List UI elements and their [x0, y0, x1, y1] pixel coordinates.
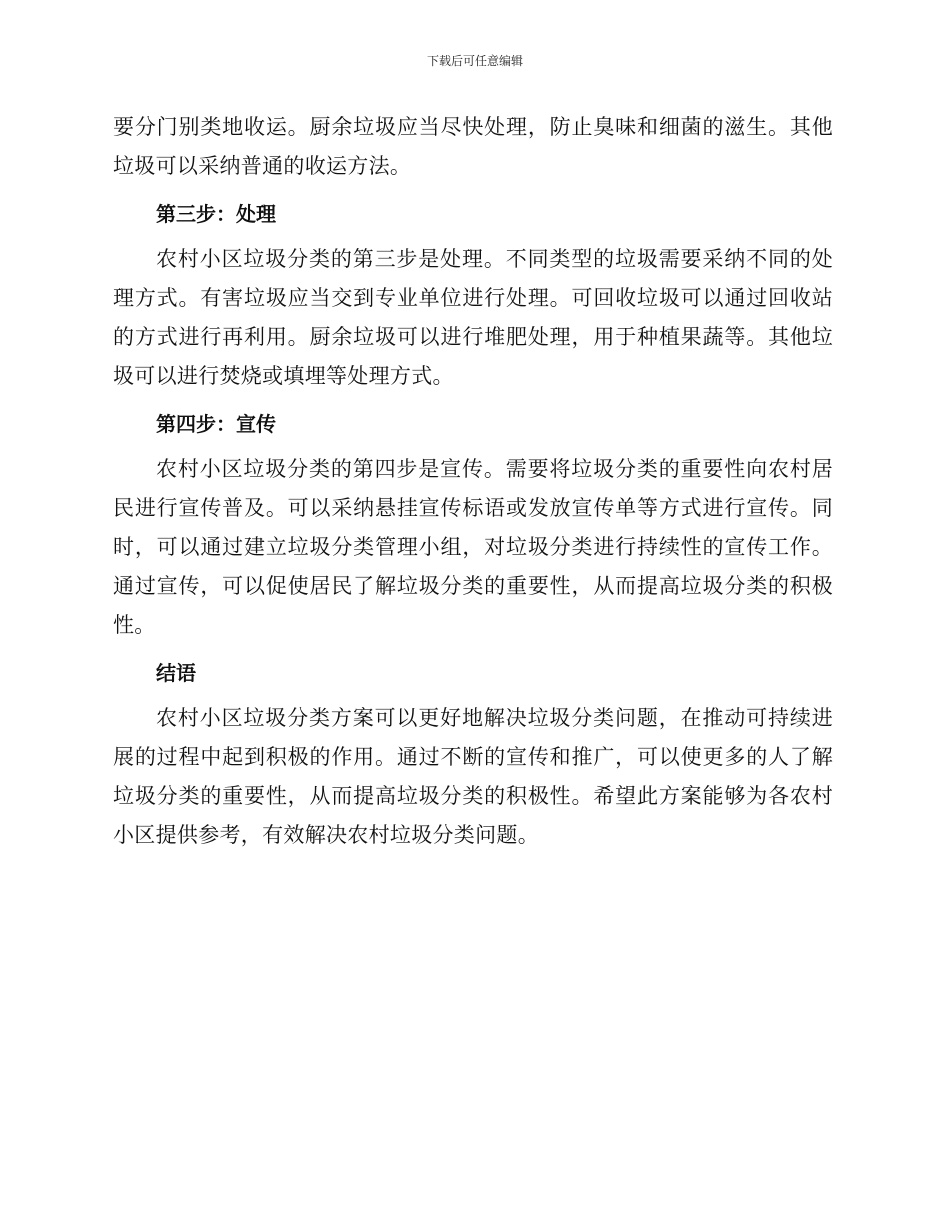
paragraph-step4: 农村小区垃圾分类的第四步是宣传。需要将垃圾分类的重要性向农村居民进行宣传普及。可以采纳悬挂宣传标语或发放宣传单等方式进行宣传。同时，可以通过建立垃圾分类管理小组，对垃圾分类进行持续性的宣传工作。通过宣传，可以促使居民了解垃圾分类的重要性，从而提高垃圾分类的积极性。: [113, 457, 833, 637]
paragraph-conclusion: 农村小区垃圾分类方案可以更好地解决垃圾分类问题，在推动可持续进展的过程中起到积极的作用。通过不断的宣传和推广，可以使更多的人了解垃圾分类的重要性，从而提高垃圾分类的积极性。希望此方案能够为各农村小区提供参考，有效解决农村垃圾分类问题。: [113, 706, 833, 847]
page-header: 下载后可任意编辑: [426, 54, 523, 68]
section-heading-step3: 第三步：处理: [156, 202, 276, 226]
section-heading-conclusion: 结语: [156, 661, 196, 685]
paragraph-step3: 农村小区垃圾分类的第三步是处理。不同类型的垃圾需要采纳不同的处理方式。有害垃圾应当交到专业单位进行处理。可回收垃圾可以通过回收站的方式进行再利用。厨余垃圾可以进行堆肥处理，用于种植果蔬等。其他垃圾可以进行焚烧或填埋等处理方式。: [113, 247, 833, 388]
section-heading-step4: 第四步：宣传: [156, 412, 276, 436]
document-body: [113, 108, 833, 855]
paragraph-continued: 要分门别类地收运。厨余垃圾应当尽快处理，防止臭味和细菌的滋生。其他垃圾可以采纳普通的收运方法。: [113, 115, 833, 178]
